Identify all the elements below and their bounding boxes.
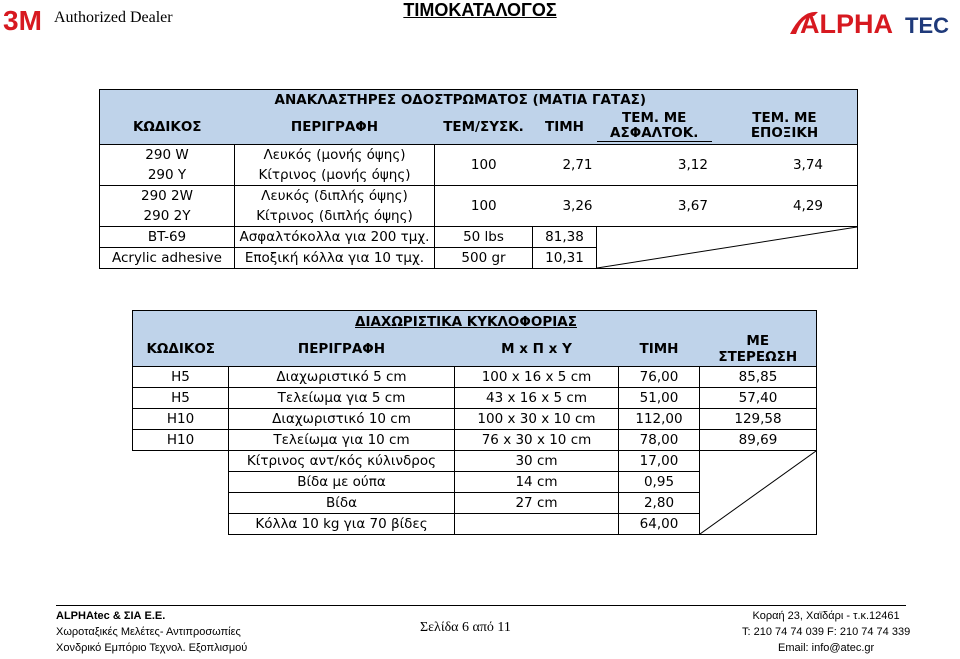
price-with-asphalt: 3,12 [597,144,712,185]
unit-price: 81,38 [533,226,597,247]
table-row [133,451,817,472]
unit-price: 64,00 [619,514,700,535]
product-description: Τελείωμα για 10 cm [229,430,455,451]
product-code: 290 2W [100,185,235,206]
traffic-dividers-table [132,310,817,535]
product-dimensions: 100 x 30 x 10 cm [455,409,619,430]
unit-price: 76,00 [619,367,700,388]
table-row [100,144,858,165]
col-header-price: ΤΙΜΗ [619,333,700,367]
table-row [133,430,817,451]
diagonal-strike [597,227,857,268]
product-description: Κίτρινος (μονής όψης) [235,165,435,186]
alphatec-logo [788,8,958,38]
table-row [133,388,817,409]
footer-divider [56,605,906,606]
product-code: H10 [133,409,229,430]
product-description: Λευκός (διπλής όψης) [235,185,435,206]
product-dimensions: 100 x 16 x 5 cm [455,367,619,388]
col-header-with-asphalt: ΤΕΜ. ΜΕ ΑΣΦΑΛΤΟΚ. [597,110,712,144]
product-description: Διαχωριστικό 5 cm [229,367,455,388]
product-code: Acrylic adhesive [100,247,235,268]
pack-quantity: 100 [435,144,533,185]
table-row [100,185,858,206]
unit-price: 10,31 [533,247,597,268]
product-code: 290 2Y [100,206,235,227]
svg-text:TEC: TEC [905,13,949,38]
unit-price: 2,80 [619,493,700,514]
price-with-asphalt: 3,67 [597,185,712,226]
product-description: Ασφαλτόκολλα για 200 τμχ. [235,226,435,247]
col-header-code: ΚΩΔΙΚΟΣ [100,110,235,144]
unit-price: 17,00 [619,451,700,472]
table-row [133,409,817,430]
price-with-fixing: 85,85 [700,367,817,388]
road-reflectors-table [99,89,858,269]
table-title: ΔΙΑΧΩΡΙΣΤΙΚΑ ΚΥΚΛΟΦΟΡΙΑΣ [355,313,577,330]
price-with-fixing: 129,58 [700,409,817,430]
footer-company [56,608,247,656]
table-title-cell [100,90,235,111]
company-activity: Χωροταξικές Μελέτες- Αντιπροσωπίες [56,626,241,638]
unit-price: 2,71 [533,144,597,185]
page-number: Σελίδα 6 από 11 [420,620,511,635]
product-description: Βίδα με ούπα [229,472,455,493]
product-code: H5 [133,367,229,388]
unit-price: 3,26 [533,185,597,226]
pack-quantity: 50 lbs [435,226,533,247]
price-with-fixing: 89,69 [700,430,817,451]
product-description: Κόλλα 10 kg για 70 βίδες [229,514,455,535]
col-header-with-fixing: ΜΕ ΣΤΕΡΕΩΣΗ [700,333,817,367]
unit-price: 51,00 [619,388,700,409]
company-trade: Χονδρικό Εμπόριο Τεχνολ. Εξοπλισμού [56,642,248,654]
product-dimensions: 30 cm [455,451,619,472]
col-header-price: ΤΙΜΗ [533,110,597,144]
col-header-code: ΚΩΔΙΚΟΣ [133,333,229,367]
table-row [133,367,817,388]
authorized-dealer-text: Authorized Dealer [54,9,173,26]
pack-quantity: 100 [435,185,533,226]
unit-price: 0,95 [619,472,700,493]
product-description: Διαχωριστικό 10 cm [229,409,455,430]
company-address: Κοραή 23, Χαϊδάρι - τ.κ.12461 [752,610,900,622]
page-title: ΤΙΜΟΚΑΤΑΛΟΓΟΣ [403,0,557,20]
product-dimensions: 27 cm [455,493,619,514]
product-code: H10 [133,430,229,451]
product-description: Κίτρινος αντ/κός κύλινδρος [229,451,455,472]
price-with-fixing: 57,40 [700,388,817,409]
table-title: ΑΝΑΚΛΑΣΤΗΡΕΣ ΟΔΟΣΤΡΩΜΑΤΟΣ (ΜΑΤΙΑ ΓΑΤΑΣ) [274,92,647,108]
product-dimensions: 14 cm [455,472,619,493]
product-code: 290 Y [100,165,235,186]
product-dimensions: 43 x 16 x 5 cm [455,388,619,409]
company-phones: T: 210 74 74 039 F: 210 74 74 339 [742,626,911,638]
product-dimensions [455,514,619,535]
product-code: 290 W [100,144,235,165]
col-header-with-epoxy: ΤΕΜ. ΜΕ ΕΠΟΞΙΚΗ [712,110,858,144]
footer-contact [742,608,910,656]
product-description: Λευκός (μονής όψης) [235,144,435,165]
price-with-epoxy: 4,29 [712,185,858,226]
company-name: ALPHAtec & ΣΙΑ Ε.Ε. [56,610,166,622]
product-description: Εποξική κόλλα για 10 τμχ. [235,247,435,268]
product-description: Τελείωμα για 5 cm [229,388,455,409]
svg-text:3M: 3M [3,5,42,36]
product-code: BT-69 [100,226,235,247]
pack-quantity: 500 gr [435,247,533,268]
product-description: Κίτρινος (διπλής όψης) [235,206,435,227]
unit-price: 112,00 [619,409,700,430]
table-row [100,226,858,247]
svg-text:ALPHA: ALPHA [800,9,893,38]
col-header-pack: ΤΕΜ/ΣΥΣΚ. [435,110,533,144]
not-applicable-cell [597,226,858,268]
col-header-description: ΠΕΡΙΓΡΑΦΗ [229,333,455,367]
unit-price: 78,00 [619,430,700,451]
diagonal-strike [700,451,816,534]
not-applicable-cell [700,451,817,535]
product-dimensions: 76 x 30 x 10 cm [455,430,619,451]
col-header-dimensions: Μ x Π x Υ [455,333,619,367]
price-with-epoxy: 3,74 [712,144,858,185]
company-email: Email: info@atec.gr [778,642,875,654]
product-description: Βίδα [229,493,455,514]
col-header-description: ΠΕΡΙΓΡΑΦΗ [235,110,435,144]
product-code: H5 [133,388,229,409]
